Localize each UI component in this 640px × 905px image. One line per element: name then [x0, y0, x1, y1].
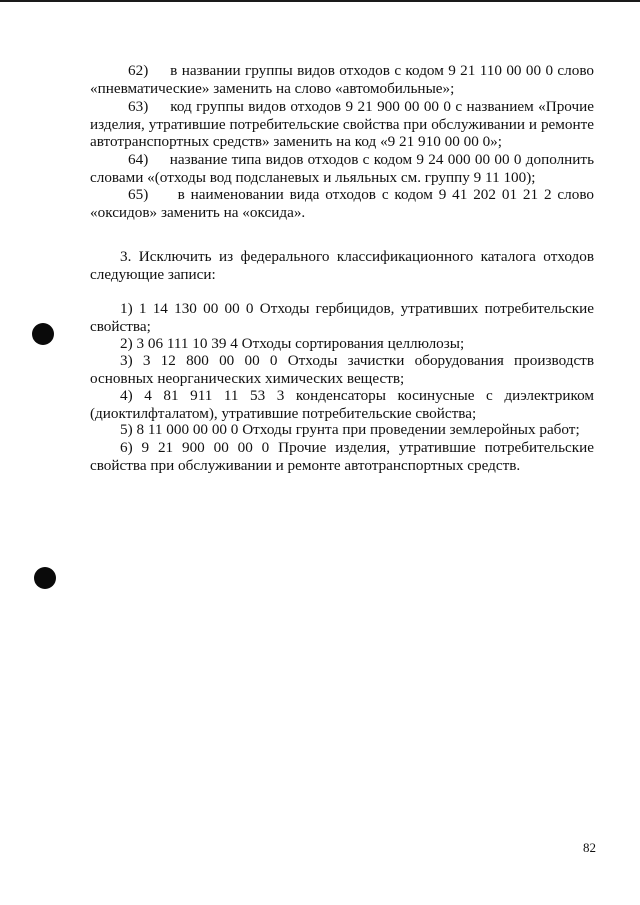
amendment-item-62	[90, 62, 594, 97]
punch-hole	[32, 323, 54, 345]
page-number: 82	[583, 840, 596, 855]
exclusion-item-2	[90, 335, 594, 353]
amendment-item-63	[90, 98, 594, 151]
scan-top-edge	[0, 0, 640, 2]
item-number: 63)	[128, 98, 149, 115]
item-text: 4 81 911 11 53 3 конденсаторы косинусные с диэлектриком (диоктилфталатом), утратившие потребительские свойства;	[90, 387, 594, 422]
exclusion-item-4	[90, 387, 594, 422]
item-number: 64)	[128, 151, 149, 168]
item-text: 3 06 111 10 39 4 Отходы сортирования целлюлозы;	[136, 335, 465, 352]
item-text: 8 11 000 00 00 0 Отходы грунта при проведении землеройных работ;	[136, 421, 580, 438]
punch-hole	[34, 567, 56, 589]
item-number: 2)	[120, 335, 133, 352]
amendment-item-64	[90, 151, 594, 186]
item-number: 4)	[120, 387, 133, 404]
exclusion-item-6	[90, 439, 594, 474]
exclusion-item-5	[90, 421, 594, 439]
item-number: 62)	[128, 62, 149, 79]
item-text: 9 21 900 00 00 0 Прочие изделия, утратившие потребительские свойства при обслуживании и ремонте автотранспортных средств.	[90, 439, 595, 474]
item-text: 3 12 800 00 00 0 Отходы зачистки оборудования производств основных неорганических химических веществ;	[90, 352, 594, 387]
item-number: 5)	[120, 421, 133, 438]
exclusion-item-1	[90, 300, 594, 335]
item-text: код группы видов отходов 9 21 900 00 00 0 с названием «Прочие изделия, утратившие потребительские свойства при обслуживании и ремонте автотранспортных средств» заменить на код «9 21 910 00 00 0»;	[90, 98, 594, 151]
item-number: 6)	[120, 439, 133, 456]
item-text: 1 14 130 00 00 0 Отходы гербицидов, утративших потребительские свойства;	[90, 300, 595, 335]
amendment-item-65	[90, 186, 594, 221]
item-text: название типа видов отходов с кодом 9 24 000 00 00 0 дополнить словами «(отходы вод подсланевых и льяльных см. группу 9 11 100);	[90, 151, 594, 186]
item-text: в названии группы видов отходов с кодом 9 21 110 00 00 0 слово «пневматические» заменить на слово «автомобильные»;	[90, 62, 595, 97]
item-number: 65)	[128, 186, 149, 203]
item-number: 3)	[120, 352, 133, 369]
section-3-heading: 3. Исключить из федерального классификационного каталога отходов следующие записи:	[90, 248, 594, 283]
item-text: в наименовании вида отходов с кодом 9 41 202 01 21 2 слово «оксидов» заменить на «оксида».	[90, 186, 594, 221]
exclusion-item-3	[90, 352, 594, 387]
item-number: 1)	[120, 300, 133, 317]
